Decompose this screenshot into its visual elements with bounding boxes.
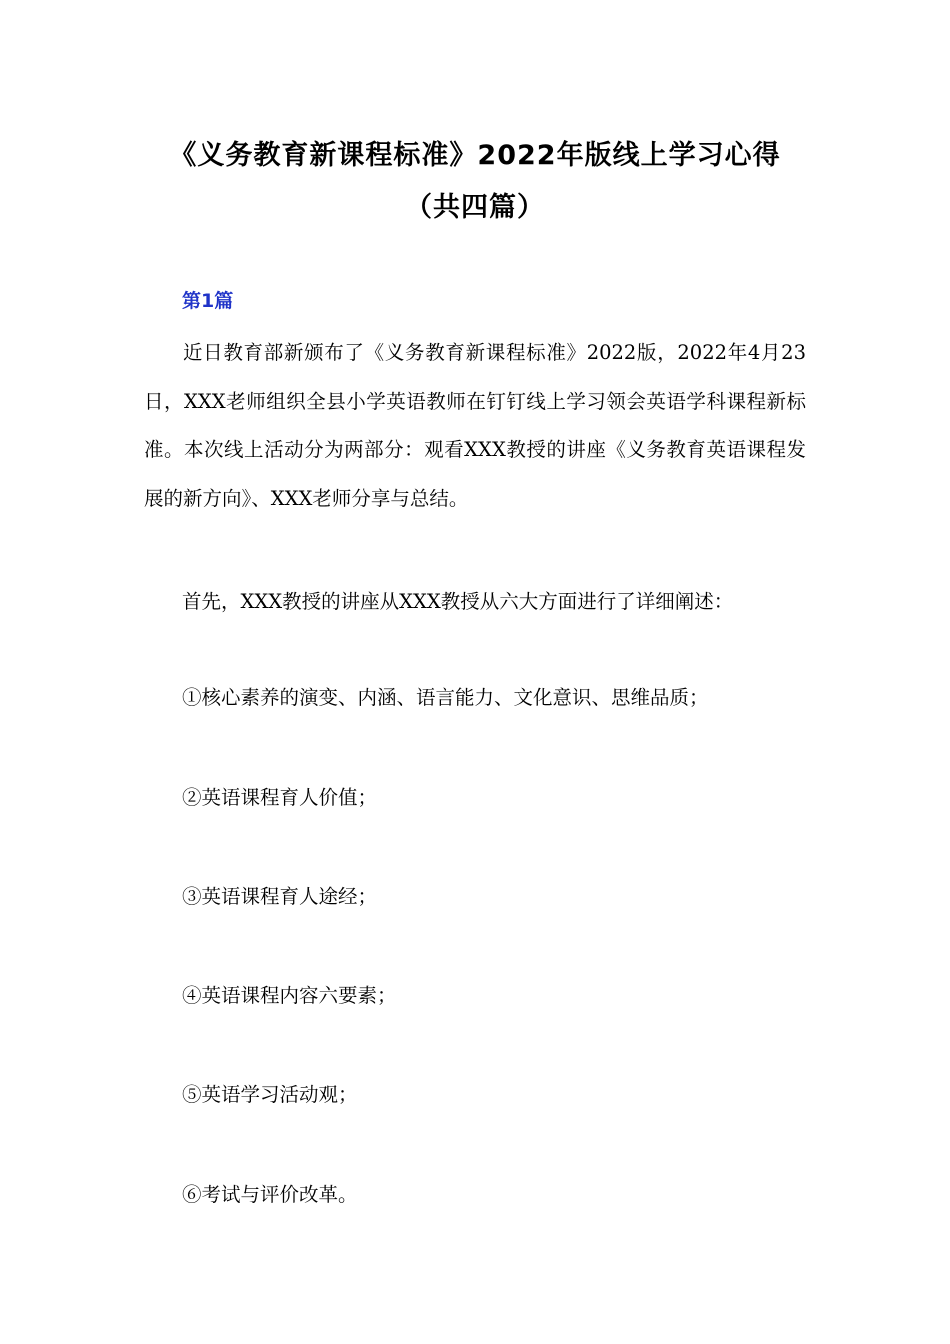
intro-paragraph: 近日教育部新颁布了《义务教育新课程标准》2022版，2022年4月23日，XXX老师组织全县小学英语教师在钉钉线上学习领会英语学科课程新标准。本次线上活动分为两部分：观看XXX教授的讲座《义务教育英语课程发展的新方向》、XXX老师分享与总结。 [144,341,806,510]
lecture-summary-paragraph: 首先，XXX教授的讲座从XXX教授从六大方面进行了详细阐述： [182,590,734,613]
list-item: ④英语课程内容六要素； [182,984,397,1007]
list-item: ⑥考试与评价改革。 [182,1183,358,1206]
list-item: ③英语课程育人途经； [182,885,378,908]
section-heading: 第1篇 [182,290,234,312]
list-item: ②英语课程育人价值； [182,786,378,809]
document-title: 《义务教育新课程标准》2022年版线上学习心得 [169,140,781,171]
list-item: ①核心素养的演变、内涵、语言能力、文化意识、思维品质； [182,686,709,709]
document-subtitle: （共四篇） [405,192,545,223]
list-item: ⑤英语学习活动观； [182,1083,358,1106]
